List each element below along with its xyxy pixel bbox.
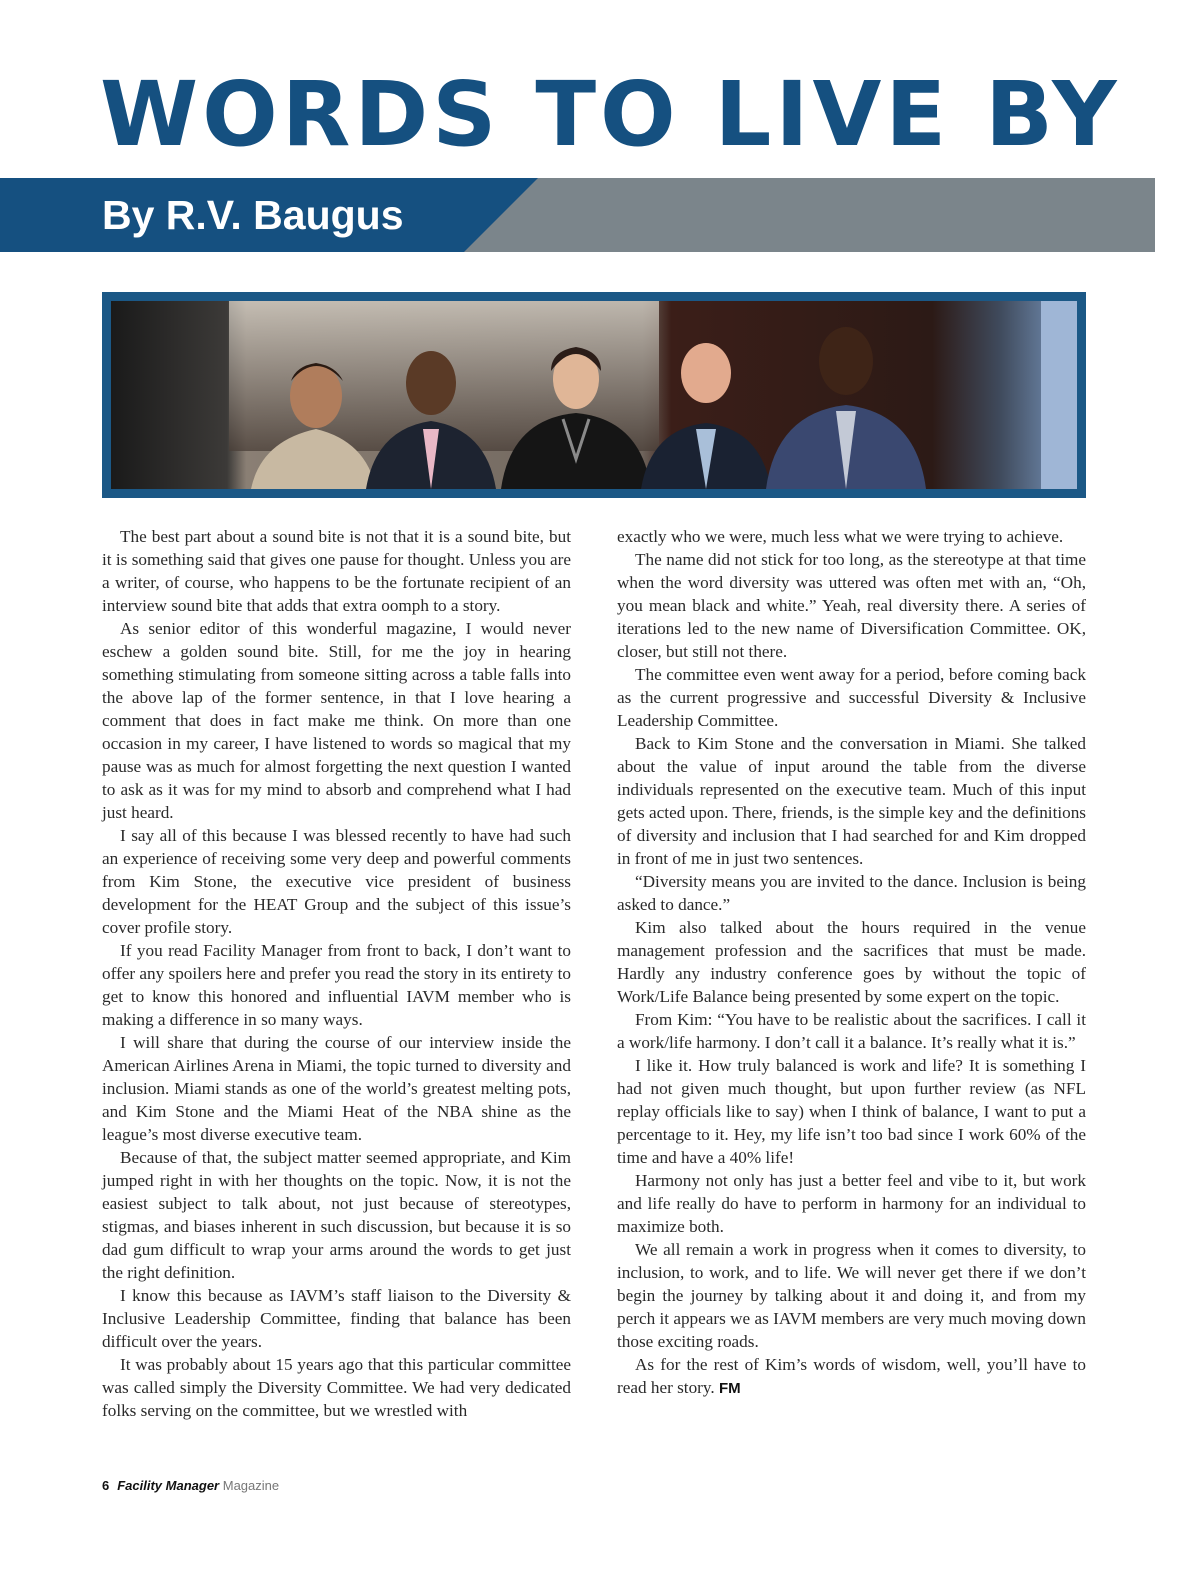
page-footer bbox=[102, 1478, 279, 1493]
article-headline: WORDS TO LIVE BY bbox=[100, 62, 1121, 166]
article-body bbox=[102, 525, 1086, 1450]
group-photo-illustration bbox=[111, 301, 1077, 489]
body-paragraph: As senior editor of this wonderful magazine, I would never eschew a golden sound bite. Still, for me the joy in hearing something stimulating from someone sitting across a table falls into the above lap of the former sentence, in that I love hearing a comment that does in fact make me think. On more than one occasion in my career, I have listened to words so magical that my pause was as much for almost forgetting the next question I wanted to ask as it was for my mind to absorb and comprehend what I had just heard. bbox=[102, 619, 571, 822]
photo-right-panel bbox=[1041, 301, 1077, 489]
body-paragraph: If you read Facility Manager from front to back, I don’t want to offer any spoilers here and prefer you read the story in its entirety to get to know this honored and influential IAVM member who is making a difference in so many ways. bbox=[102, 941, 571, 1029]
body-paragraph: I will share that during the course of our interview inside the American Airlines Arena in Miami, the topic turned to diversity and inclusion. Miami stands as one of the world’s greatest melting pots, and Kim Stone and the Miami Heat of the NBA shine as the league’s most diverse executive team. bbox=[102, 1033, 571, 1144]
closing-text: As for the rest of Kim’s words of wisdom, well, you’ll have to read her story. bbox=[617, 1355, 1086, 1397]
body-paragraph: Because of that, the subject matter seemed appropriate, and Kim jumped right in with her thoughts on the topic. Now, it is not the easiest subject to talk about, not just because of stereotypes, stigmas, and biases inherent in such discussion, but because it is so dad gum difficult to wrap your arms around the words to get just the right definition. bbox=[102, 1148, 571, 1282]
body-paragraph: The best part about a sound bite is not that it is a sound bite, but it is something said that gives one pause for thought. Unless you are a writer, of course, who happens to be the fortunate recipient of an interview sound bite that adds that extra oomph to a story. bbox=[102, 527, 571, 615]
body-paragraph-continued: exactly who we were, much less what we were trying to achieve. bbox=[617, 527, 1064, 546]
body-paragraph: I say all of this because I was blessed recently to have had such an experience of receiving some very deep and powerful comments from Kim Stone, the executive vice president of business development for the HEAT Group and the subject of this issue’s cover profile story. bbox=[102, 826, 571, 937]
body-column-right bbox=[617, 525, 1086, 1400]
body-paragraph: The name did not stick for too long, as the stereotype at that time when the word diversity was uttered was often met with an, “Oh, you mean black and white.” Yeah, real diversity there. A series of iterations led to the new name of Diversification Committee. OK, closer, but still not there. bbox=[617, 550, 1086, 661]
article-photo bbox=[102, 292, 1086, 498]
body-paragraph: The committee even went away for a period, before coming back as the current progressive and successful Diversity & Inclusive Leadership Committee. bbox=[617, 665, 1086, 730]
magazine-suffix: Magazine bbox=[222, 1478, 280, 1493]
body-paragraph: We all remain a work in progress when it comes to diversity, to inclusion, to work, and to life. We will never get there if we don’t begin the journey by talking about it and doing it, and from my perch it appears we as IAVM members are very much moving down those exciting roads. bbox=[617, 1240, 1086, 1351]
end-mark: FM bbox=[718, 1380, 741, 1397]
article-byline: By R.V. Baugus bbox=[102, 192, 404, 238]
body-paragraph: It was probably about 15 years ago that this particular committee was called simply the Diversity Committee. We had very dedicated folks serving on the committee, but we wrestled with bbox=[102, 1355, 571, 1420]
body-paragraph: Kim also talked about the hours required in the venue management profession and the sacrifices that must be made. Hardly any industry conference goes by without the topic of Work/Life Balance being presented by some expert on the topic. bbox=[617, 918, 1086, 1006]
body-column-left bbox=[102, 525, 571, 1422]
body-paragraph: I know this because as IAVM’s staff liaison to the Diversity & Inclusive Leadership Committee, finding that balance has been difficult over the years. bbox=[102, 1286, 571, 1351]
body-paragraph: Back to Kim Stone and the conversation in Miami. She talked about the value of input around the table from the diverse individuals represented on the executive team. Much of this input gets acted upon. There, friends, is the simple key and the definitions of diversity and inclusion that I had searched for and Kim dropped in front of me in just two sentences. bbox=[617, 734, 1086, 868]
body-paragraph: I like it. How truly balanced is work and life? It is something I had not given much thought, but upon further review (as NFL replay officials like to say) when I think of balance, I want to put a percentage to it. Hey, my life isn’t too bad since I work 60% of the time and have a 40% life! bbox=[617, 1056, 1086, 1167]
body-paragraph: From Kim: “You have to be realistic about the sacrifices. I call it a work/life harmony. I don’t call it a balance. It’s really what it is.” bbox=[617, 1010, 1086, 1052]
closing-paragraph bbox=[617, 1353, 1086, 1400]
magazine-name: Facility Manager bbox=[117, 1478, 220, 1493]
page-number: 6 bbox=[102, 1478, 110, 1493]
body-paragraph: Harmony not only has just a better feel and vibe to it, but work and life really do have to perform in harmony for an individual to maximize both. bbox=[617, 1171, 1086, 1236]
body-paragraph: “Diversity means you are invited to the dance. Inclusion is being asked to dance.” bbox=[617, 872, 1086, 914]
